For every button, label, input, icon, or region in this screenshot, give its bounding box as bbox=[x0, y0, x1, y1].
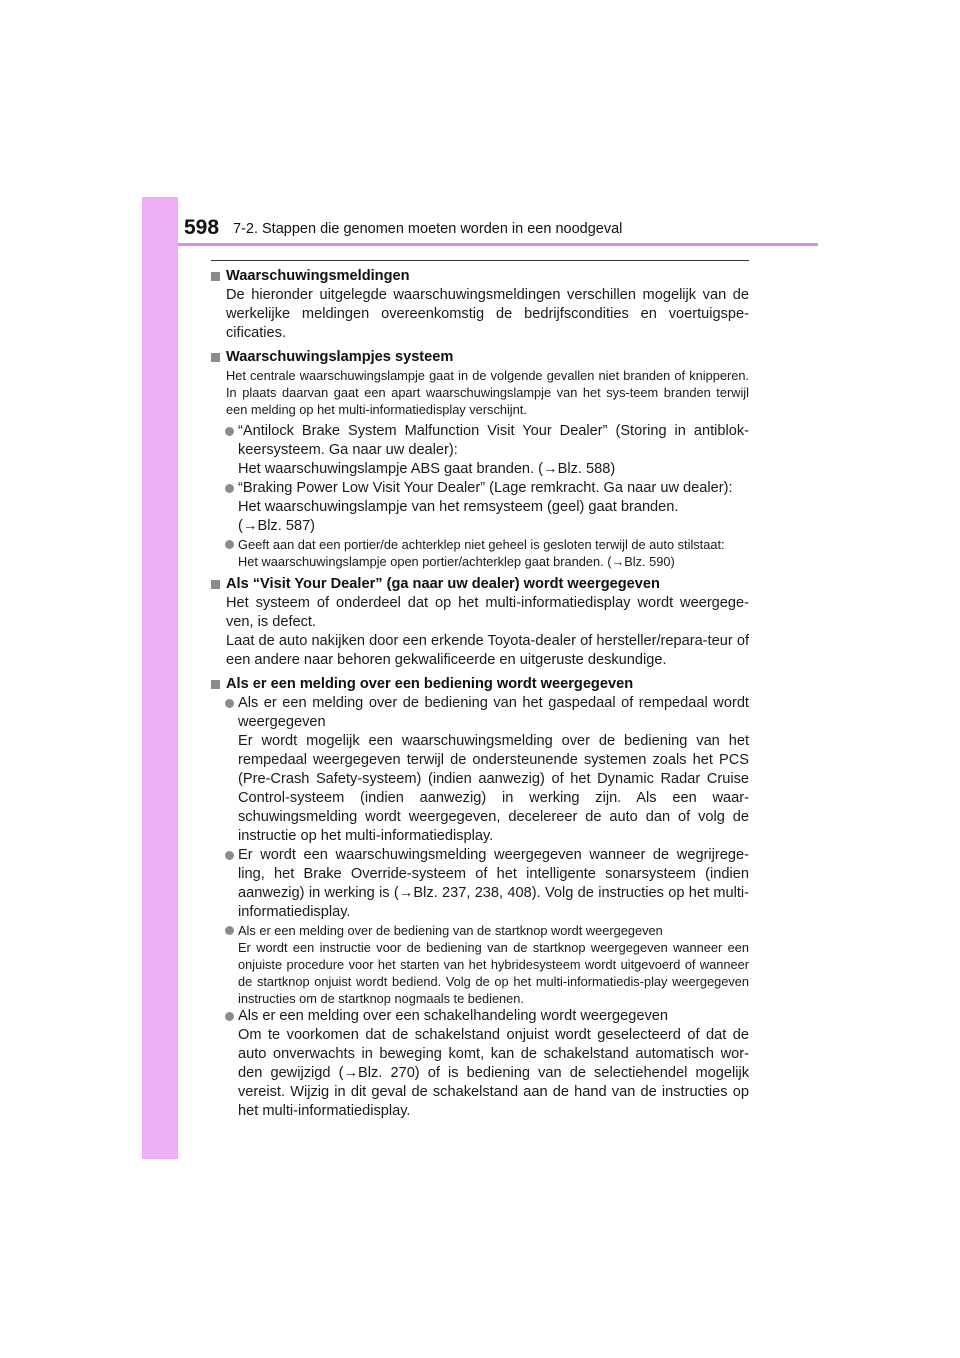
round-bullet-icon bbox=[225, 1012, 234, 1021]
section-visit-your-dealer bbox=[211, 575, 749, 670]
square-bullet-icon bbox=[211, 580, 220, 589]
header-rule bbox=[178, 243, 818, 246]
list-item-text: Als er een melding over een schakelhandeling wordt weergegeven bbox=[238, 1008, 668, 1024]
section-body: Het centrale waarschuwingslampje gaat in de volgende gevallen niet branden of knipperen. In plaats daarvan gaat een apart waarschuwingslampje van het sys-teem branden terwijl een melding op het multi-informatiedisplay verschijnt. bbox=[226, 368, 749, 417]
page-number: 598 bbox=[184, 216, 220, 239]
round-bullet-icon bbox=[225, 484, 234, 493]
list-item-text: “Braking Power Low Visit Your Dealer” (Lage remkracht. Ga naar uw dealer): bbox=[238, 480, 733, 496]
list-item-text: Als er een melding over de bediening van het gaspedaal of rempedaal wordt weergegeven bbox=[238, 695, 749, 730]
round-bullet-icon bbox=[225, 699, 234, 708]
square-bullet-icon bbox=[211, 272, 220, 281]
page-content bbox=[211, 267, 749, 1121]
round-bullet-icon bbox=[225, 926, 234, 935]
list-item-text: Het waarschuwingslampje van het remsysteem (geel) gaat branden. bbox=[238, 499, 679, 515]
section-waarschuwingslampjes bbox=[211, 348, 749, 570]
list-item bbox=[211, 479, 749, 536]
list-item-text: Het waarschuwingslampje open portier/achterklep gaat branden. (→Blz. 590) bbox=[238, 554, 675, 569]
list-item-text: Geeft aan dat een portier/de achterklep niet geheel is gesloten terwijl de auto stilstaat: bbox=[238, 537, 725, 552]
list-item bbox=[211, 422, 749, 479]
list-item bbox=[211, 694, 749, 846]
round-bullet-icon bbox=[225, 427, 234, 436]
section-heading: Waarschuwingslampjes systeem bbox=[211, 348, 749, 367]
section-body: De hieronder uitgelegde waarschuwingsmeldingen verschillen mogelijk van de werkelijke meldingen overeenkomstig de bedrijfscondities en voertuigspe-cificaties. bbox=[226, 287, 749, 341]
section-title: 7-2. Stappen die genomen moeten worden in een noodgeval bbox=[233, 221, 623, 237]
section-body: Laat de auto nakijken door een erkende Toyota-dealer of hersteller/repara-teur of een andere naar behoren gekwalificeerde en uitgeruste deskundige. bbox=[226, 633, 749, 668]
list-item-text: Het waarschuwingslampje ABS gaat branden. (→Blz. 588) bbox=[238, 461, 616, 477]
section-heading: Als er een melding over een bediening wordt weergegeven bbox=[211, 675, 749, 694]
round-bullet-icon bbox=[225, 540, 234, 549]
list-item-text: Als er een melding over de bediening van de startknop wordt weergegeven bbox=[238, 923, 663, 938]
section-waarschuwingsmeldingen bbox=[211, 267, 749, 343]
list-item-text: Er wordt mogelijk een waarschuwingsmelding over de bediening van het rempedaal weergegeven terwijl de ondersteunende systemen zoals het PCS (Pre-Crash Safety-systeem) (indien aanwezig) of het Dynamic Radar Cruise Control-systeem (indien aanwezig) in werking zijn. Als een waar-schuwingsmelding wordt weergegeven, decelereer de auto dan of volg de instructie op het multi-informatiedisplay. bbox=[238, 733, 749, 844]
list-item bbox=[211, 536, 749, 570]
square-bullet-icon bbox=[211, 353, 220, 362]
list-item-text: (→Blz. 587) bbox=[238, 518, 316, 534]
round-bullet-icon bbox=[225, 851, 234, 860]
chapter-side-tab bbox=[142, 197, 178, 1159]
list-item bbox=[211, 1007, 749, 1121]
list-item bbox=[211, 846, 749, 922]
list-item bbox=[211, 922, 749, 1007]
section-heading: Als “Visit Your Dealer” (ga naar uw dealer) wordt weergegeven bbox=[211, 575, 749, 594]
list-item-text: Er wordt een instructie voor de bediening van de startknop weergegeven wanneer een onjuiste procedure voor het starten van het hybridesysteem wordt uitgevoerd of wanneer de startknop onjuist wordt bediend. Volg de op het multi-informatiedis-play weergegeven instructies om de startknop nogmaals te bedienen. bbox=[238, 940, 749, 1006]
list-item-text: Er wordt een waarschuwingsmelding weergegeven wanneer de wegrijrege-ling, het Brake Override-systeem of het intelligente sonarsysteem (indien aanwezig) in werking is (→Blz. 237, 238, 408). Volg de instructies op het multi-informatiedisplay. bbox=[238, 847, 749, 920]
content-rule bbox=[211, 260, 749, 261]
section-heading: Waarschuwingsmeldingen bbox=[211, 267, 749, 286]
square-bullet-icon bbox=[211, 680, 220, 689]
section-body: Het systeem of onderdeel dat op het multi-informatiedisplay wordt weergege-ven, is defect. bbox=[226, 595, 749, 630]
list-item-text: “Antilock Brake System Malfunction Visit Your Dealer” (Storing in antiblok-keersysteem. Ga naar uw dealer): bbox=[238, 423, 749, 458]
section-bediening-melding bbox=[211, 675, 749, 1121]
list-item-text: Om te voorkomen dat de schakelstand onjuist wordt geselecteerd of dat de auto onverwachts in beweging komt, kan de schakelstand automatisch wor-den gewijzigd (→Blz. 270) of is bediening van de selectiehendel mogelijk vereist. Wijzig in dit geval de schakelstand aan de hand van de instructies op het multi-informatiedisplay. bbox=[238, 1027, 749, 1119]
